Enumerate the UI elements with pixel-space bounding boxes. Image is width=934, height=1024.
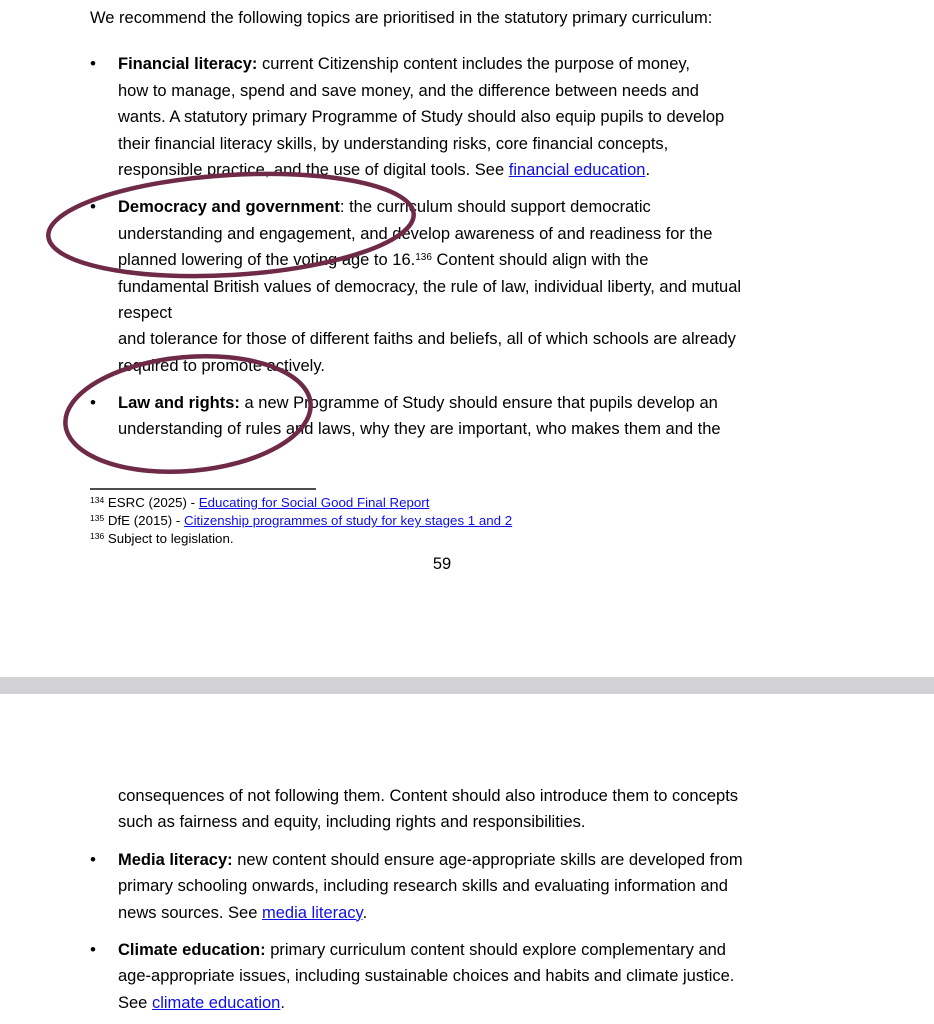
text-run: planned lowering of the voting age to 16. <box>118 251 416 270</box>
bullet-dot-icon <box>90 390 118 443</box>
page-break-separator <box>0 677 934 694</box>
text-line <box>118 353 741 379</box>
text-line <box>118 247 741 273</box>
text-run: age-appropriate issues, including sustainable choices and habits and climate justice. <box>118 967 735 986</box>
text-run: : the curriculum should support democratic <box>339 198 651 217</box>
footnote-separator-rule <box>90 488 316 490</box>
bold-lead-text: Climate education: <box>118 940 266 959</box>
text-run: fundamental British values of democracy, the rule of law, individual liberty, and mutual <box>118 277 742 296</box>
link-media-literacy[interactable]: media literacy <box>262 903 363 922</box>
text-line <box>90 530 512 548</box>
link-climate-education[interactable]: climate education <box>151 993 281 1012</box>
page-1-bullet-list <box>90 51 741 442</box>
text-run: and tolerance for those of different faiths and beliefs, all of which schools are already <box>118 330 736 349</box>
text-run: Content should align with the <box>431 251 649 270</box>
text-line <box>90 512 512 530</box>
text-line <box>118 194 741 220</box>
link-citizenship-programmes-of-study-for-key-stages-1-and-2[interactable]: Citizenship programmes of study for key stages 1 and 2 <box>184 513 513 528</box>
text-line <box>118 221 741 247</box>
footnote-marker: 135 <box>90 513 105 523</box>
text-run: responsible practice, and the use of digital tools. See <box>118 160 509 179</box>
text-run: news sources. See <box>118 903 262 922</box>
text-run: . <box>280 993 285 1012</box>
bold-lead-text: Financial literacy: <box>118 55 258 74</box>
text-line <box>118 809 743 835</box>
page-1-content <box>90 5 741 443</box>
bullet-dot-icon <box>90 51 118 183</box>
text-run: We recommend the following topics are prioritised in the statutory primary curriculum: <box>90 9 713 27</box>
bold-lead-text: Law and rights: <box>118 394 240 413</box>
text-run: current Citizenship content includes the purpose of money, <box>257 55 690 74</box>
text-run: understanding of rules and laws, why they are important, who makes them and the <box>118 420 721 439</box>
text-line <box>118 51 724 77</box>
text-run: . <box>645 160 651 179</box>
text-run: new content should ensure age-appropriate skills are developed from <box>232 850 743 869</box>
text-run: a new Programme of Study should ensure that pupils develop an <box>239 394 718 413</box>
text-run: primary curriculum content should explore complementary and <box>265 940 726 959</box>
text-line <box>118 78 724 104</box>
bullet-item-law-and-rights <box>90 390 741 443</box>
bold-lead-text: Media literacy: <box>118 850 233 869</box>
text-line <box>118 326 741 352</box>
bullet-text <box>118 390 721 443</box>
text-line <box>118 937 734 963</box>
page-2-bullet-list <box>90 847 743 1016</box>
bullet-text <box>118 847 743 926</box>
footnote-marker: 136 <box>415 252 432 264</box>
bold-lead-text: Democracy and government <box>118 198 340 217</box>
text-line <box>118 104 724 130</box>
text-run: See <box>118 993 152 1012</box>
text-line <box>118 157 724 183</box>
text-line <box>118 416 721 442</box>
footnote-list <box>90 494 512 548</box>
bullet-text <box>118 194 741 379</box>
bullet-item-democracy-and-government <box>90 194 741 379</box>
text-run: such as fairness and equity, including rights and responsibilities. <box>118 813 586 832</box>
footnote-marker: 134 <box>90 495 105 505</box>
text-run: . <box>362 903 368 922</box>
text-run: understanding and engagement, and develop awareness of and readiness for the <box>118 224 713 243</box>
text-line <box>118 274 741 300</box>
continuation-paragraph <box>90 783 743 836</box>
text-run: Subject to legislation. <box>104 531 234 546</box>
intro-paragraph <box>90 5 741 31</box>
bullet-dot-icon <box>90 937 118 1016</box>
text-line <box>118 783 743 809</box>
text-line <box>118 847 743 873</box>
bullet-text <box>118 51 724 183</box>
bullet-dot-icon <box>90 194 118 379</box>
text-run: respect <box>118 303 173 322</box>
bullet-item-media-literacy <box>90 847 743 926</box>
text-line <box>118 900 743 926</box>
bullet-item-financial-literacy <box>90 51 741 183</box>
bullet-text <box>118 937 734 1016</box>
page-number: 59 <box>432 555 452 573</box>
text-line <box>90 5 741 31</box>
text-line <box>118 963 734 989</box>
text-run: how to manage, spend and save money, and the difference between needs and <box>118 81 699 100</box>
text-line <box>118 990 734 1016</box>
text-run: ESRC (2025) - <box>104 495 199 510</box>
bullet-dot-icon <box>90 847 118 926</box>
link-educating-for-social-good-final-report[interactable]: Educating for Social Good Final Report <box>198 495 430 510</box>
page-2-content <box>90 783 743 1016</box>
text-run: DfE (2015) - <box>104 513 184 528</box>
text-run: wants. A statutory primary Programme of Study should also equip pupils to develop <box>118 108 725 127</box>
text-line <box>90 494 512 512</box>
link-financial-education[interactable]: financial education <box>508 160 646 179</box>
footnote-marker: 136 <box>90 531 105 541</box>
footnotes-section <box>90 488 512 548</box>
text-run: their financial literacy skills, by understanding risks, core financial concepts, <box>118 134 669 153</box>
bullet-item-climate-education <box>90 937 743 1016</box>
text-line <box>118 300 741 326</box>
text-line <box>118 131 724 157</box>
text-run: primary schooling onwards, including research skills and evaluating information and <box>118 877 728 896</box>
text-line <box>118 873 743 899</box>
text-line <box>118 390 721 416</box>
text-run: required to promote actively. <box>118 356 325 375</box>
text-run: consequences of not following them. Content should also introduce them to concepts <box>118 787 739 805</box>
